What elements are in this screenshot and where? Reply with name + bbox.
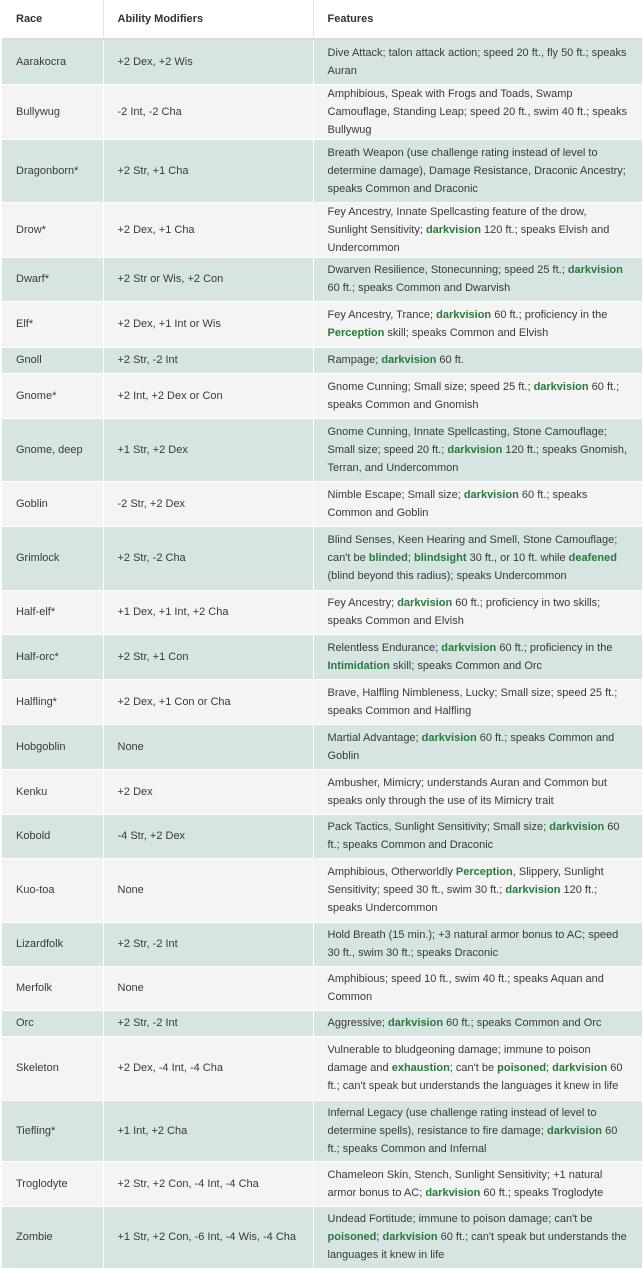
features-cell [313, 257, 642, 301]
feature-text: Martial Advantage; [327, 731, 422, 744]
features-cell [313, 1206, 642, 1268]
feature-text: Hold Breath (15 min.); +3 natural armor bonus to AC; speed 30 ft., swim 30 ft.; speaks Draconic [327, 929, 619, 959]
ability-modifiers-cell: -4 Str, +2 Dex [103, 814, 313, 858]
features-cell [313, 481, 642, 526]
ability-modifiers-cell: +2 Dex, +1 Cha [103, 202, 313, 257]
feature-text: 60 ft.; speaks Common and Gnomish [327, 380, 620, 411]
keyword-link[interactable]: darkvision [549, 821, 605, 833]
table-body [2, 39, 642, 1268]
feature-text: 60 ft.; proficiency in the [496, 641, 613, 654]
feature-text: 60 ft.; speaks Common and Orc [443, 1017, 602, 1029]
keyword-link[interactable]: blinded [368, 552, 408, 564]
feature-text: 120 ft.; speaks Gnomish, Terran, and Undercommon [327, 443, 628, 474]
feature-text: 60 ft.; proficiency in two skills; speaks Common and Elvish [327, 597, 601, 627]
race-cell: Dragonborn* [2, 139, 103, 202]
feature-text: Gnome Cunning, Innate Spellcasting, Stone Camouflage; Small size; speed 20 ft.; [327, 425, 607, 456]
keyword-link[interactable]: Perception [455, 866, 513, 878]
table-row [2, 84, 642, 139]
keyword-link[interactable]: darkvision [463, 488, 519, 501]
race-cell: Elf* [2, 301, 103, 347]
feature-text: 60 ft. [436, 354, 464, 366]
feature-text: 60 ft.; proficiency in the [491, 309, 608, 321]
features-cell [313, 1036, 642, 1100]
ability-modifiers-cell: +1 Str, +2 Dex [103, 418, 313, 481]
feature-text: 120 ft.; speaks Elvish and Undercommon [327, 223, 610, 254]
table-row [2, 922, 642, 966]
feature-text: Dwarven Resilience, Stonecunning; speed 25 ft.; [327, 264, 568, 276]
ability-modifiers-cell: +2 Int, +2 Dex or Con [103, 373, 313, 418]
keyword-link[interactable]: darkvision [505, 884, 561, 896]
keyword-link[interactable]: darkvision [436, 309, 492, 321]
race-cell: Goblin [2, 481, 103, 526]
table-row [2, 202, 642, 257]
ability-modifiers-cell: +1 Int, +2 Cha [103, 1100, 313, 1161]
features-cell [313, 858, 642, 922]
ability-modifiers-cell: +2 Str or Wis, +2 Con [103, 257, 313, 301]
feature-text: Brave, Halfling Nimbleness, Lucky; Small size; speed 25 ft.; speaks Common and Halfling [327, 686, 618, 717]
ability-modifiers-cell: None [103, 724, 313, 769]
feature-text: Undead Fortitude; immune to poison damage; can't be [327, 1213, 593, 1225]
features-cell [313, 724, 642, 769]
feature-text: Gnome Cunning; Small size; speed 25 ft.; [327, 380, 534, 393]
table-row [2, 1206, 642, 1268]
features-cell [313, 301, 642, 347]
features-cell [313, 590, 642, 634]
ability-modifiers-cell: +1 Str, +2 Con, -6 Int, -4 Wis, -4 Cha [103, 1206, 313, 1268]
keyword-link[interactable]: darkvision [447, 443, 503, 456]
ability-modifiers-cell: +2 Dex, +1 Int or Wis [103, 301, 313, 347]
feature-text: 60 ft.; speaks Common and Draconic [327, 821, 620, 851]
race-cell: Kuo-toa [2, 858, 103, 922]
feature-text: ; can't be [449, 1062, 498, 1074]
race-cell: Drow* [2, 202, 103, 257]
keyword-link[interactable]: darkvision [397, 597, 453, 609]
ability-modifiers-cell: +2 Dex, +2 Wis [103, 39, 313, 84]
ability-modifiers-cell: +2 Str, +2 Con, -4 Int, -4 Cha [103, 1161, 313, 1206]
keyword-link[interactable]: darkvision [425, 223, 481, 236]
feature-text: ; [376, 1231, 383, 1243]
features-cell [313, 966, 642, 1010]
table-row [2, 347, 642, 373]
feature-text: 60 ft.; can't speak but understands the languages it knew in life [327, 1062, 623, 1092]
feature-text: Vulnerable to bludgeoning damage; immune to poison damage and [327, 1044, 591, 1074]
race-cell: Bullywug [2, 84, 103, 139]
feature-text: (blind beyond this radius); speaks Undercommon [327, 570, 567, 582]
feature-text: Breath Weapon (use challenge rating instead of level to determine damage), Damage Resistance, Draconic Ancestry; speaks Common and Draconic [327, 146, 626, 195]
feature-text: Fey Ancestry; [327, 597, 398, 609]
race-cell: Hobgoblin [2, 724, 103, 769]
keyword-link[interactable]: darkvision [388, 1017, 444, 1029]
keyword-link[interactable]: darkvision [552, 1062, 608, 1074]
features-cell [313, 679, 642, 724]
features-cell [313, 1100, 642, 1161]
features-cell [313, 526, 642, 590]
race-cell: Kenku [2, 769, 103, 814]
ability-modifiers-cell: +2 Dex [103, 769, 313, 814]
feature-text: 120 ft.; speaks Undercommon [327, 884, 598, 914]
race-cell: Grimlock [2, 526, 103, 590]
ability-modifiers-cell: +2 Str, -2 Int [103, 922, 313, 966]
feature-text: Chameleon Skin, Stench, Sunlight Sensitivity; +1 natural armor bonus to AC; [327, 1168, 603, 1199]
feature-text: Amphibious, Otherworldly [327, 866, 456, 878]
features-cell [313, 1161, 642, 1206]
feature-text: 30 ft., or 10 ft. while [466, 552, 569, 564]
feature-text: Fey Ancestry, Trance; [327, 309, 437, 321]
ability-modifiers-cell: +2 Dex, -4 Int, -4 Cha [103, 1036, 313, 1100]
keyword-link[interactable]: deafened [568, 552, 617, 564]
features-cell [313, 634, 642, 679]
table-row [2, 1010, 642, 1036]
race-cell: Half-orc* [2, 634, 103, 679]
ability-modifiers-cell: None [103, 858, 313, 922]
feature-text: Ambusher, Mimicry; understands Auran and Common but speaks only through the use of its Mimicry trait [327, 776, 607, 807]
header-features: Features [313, 0, 642, 39]
table-row [2, 679, 642, 724]
table-row [2, 814, 642, 858]
features-cell [313, 347, 642, 373]
ability-modifiers-cell: +2 Str, -2 Cha [103, 526, 313, 590]
ability-modifiers-cell: +2 Str, +1 Cha [103, 139, 313, 202]
keyword-link[interactable]: darkvision [421, 731, 477, 744]
ability-modifiers-cell: +2 Dex, +1 Con or Cha [103, 679, 313, 724]
race-cell: Gnoll [2, 347, 103, 373]
race-cell: Tiefling* [2, 1100, 103, 1161]
feature-text: ; [407, 552, 414, 564]
keyword-link[interactable]: darkvision [441, 641, 497, 654]
table-row [2, 769, 642, 814]
keyword-link[interactable]: poisoned [327, 1231, 377, 1243]
feature-text: Rampage; [327, 354, 382, 366]
table-row [2, 481, 642, 526]
features-cell [313, 769, 642, 814]
keyword-link[interactable]: Intimidation [327, 659, 390, 672]
race-cell: Gnome* [2, 373, 103, 418]
race-cell: Lizardfolk [2, 922, 103, 966]
table-row [2, 301, 642, 347]
race-cell: Troglodyte [2, 1161, 103, 1206]
race-cell: Half-elf* [2, 590, 103, 634]
ability-modifiers-cell: +2 Str, +1 Con [103, 634, 313, 679]
features-cell [313, 922, 642, 966]
race-cell: Skeleton [2, 1036, 103, 1100]
feature-text: , Slippery, Sunlight Sensitivity; speed 30 ft., swim 30 ft.; [327, 866, 604, 896]
ability-modifiers-cell: -2 Str, +2 Dex [103, 481, 313, 526]
race-cell: Aarakocra [2, 39, 103, 84]
race-cell: Kobold [2, 814, 103, 858]
table-row [2, 373, 642, 418]
keyword-link[interactable]: darkvision [425, 1186, 481, 1199]
features-cell [313, 84, 642, 139]
feature-text: Infernal Legacy (use challenge rating instead of level to determine spells), resistance to fire damage; [327, 1106, 597, 1137]
ability-modifiers-cell: -2 Int, -2 Cha [103, 84, 313, 139]
features-cell [313, 418, 642, 481]
feature-text: Nimble Escape; Small size; [327, 488, 464, 501]
table-row [2, 526, 642, 590]
header-ability-modifiers: Ability Modifiers [103, 0, 313, 39]
feature-text: skill; speaks Common and Orc [389, 659, 543, 672]
race-cell: Halfling* [2, 679, 103, 724]
table-row [2, 1036, 642, 1100]
keyword-link[interactable]: darkvision [382, 1231, 438, 1243]
keyword-link[interactable]: blindsight [413, 552, 467, 564]
keyword-link[interactable]: darkvision [381, 354, 437, 366]
keyword-link[interactable]: exhaustion [391, 1062, 450, 1074]
feature-text: 60 ft.; speaks Common and Goblin [327, 488, 588, 519]
keyword-link[interactable]: darkvision [533, 380, 589, 393]
ability-modifiers-cell: +1 Dex, +1 Int, +2 Cha [103, 590, 313, 634]
feature-text: 60 ft.; speaks Troglodyte [480, 1186, 604, 1199]
feature-text: Blind Senses, Keen Hearing and Smell, Stone Camouflage; can't be [327, 534, 618, 564]
keyword-link[interactable]: darkvision [547, 1124, 603, 1137]
table-row [2, 634, 642, 679]
table-row [2, 1100, 642, 1161]
table-row [2, 1161, 642, 1206]
feature-text: Aggressive; [327, 1017, 389, 1029]
feature-text: Relentless Endurance; [327, 641, 442, 654]
table-row [2, 139, 642, 202]
race-table [2, 0, 642, 1269]
features-cell [313, 1010, 642, 1036]
table-row [2, 39, 642, 84]
table-row [2, 724, 642, 769]
ability-modifiers-cell: +2 Str, -2 Int [103, 347, 313, 373]
feature-text: 60 ft.; speaks Common and Dwarvish [327, 282, 511, 294]
feature-text: Pack Tactics, Sunlight Sensitivity; Small size; [327, 821, 550, 833]
feature-text: Amphibious, Speak with Frogs and Toads, Swamp Camouflage, Standing Leap; speed 20 ft., swim 40 ft.; speaks Bullywug [327, 87, 628, 136]
race-cell: Dwarf* [2, 257, 103, 301]
table-row [2, 418, 642, 481]
feature-text: skill; speaks Common and Elvish [384, 327, 549, 339]
feature-text: ; [546, 1062, 553, 1074]
race-cell: Merfolk [2, 966, 103, 1010]
features-cell [313, 814, 642, 858]
race-cell: Zombie [2, 1206, 103, 1268]
race-cell: Orc [2, 1010, 103, 1036]
features-cell [313, 39, 642, 84]
ability-modifiers-cell: +2 Str, -2 Int [103, 1010, 313, 1036]
features-cell [313, 373, 642, 418]
table-row [2, 966, 642, 1010]
table-row [2, 257, 642, 301]
feature-text: Dive Attack; talon attack action; speed 20 ft., fly 50 ft.; speaks Auran [327, 46, 627, 77]
feature-text: 60 ft.; speaks Common and Infernal [327, 1124, 618, 1155]
table-header-row [2, 0, 642, 39]
feature-text: Fey Ancestry, Innate Spellcasting feature of the drow, Sunlight Sensitivity; [327, 205, 587, 236]
keyword-link[interactable]: poisoned [497, 1062, 547, 1074]
table-row [2, 858, 642, 922]
keyword-link[interactable]: darkvision [567, 264, 623, 276]
table-row [2, 590, 642, 634]
features-cell [313, 139, 642, 202]
feature-text: 60 ft.; speaks Common and Goblin [327, 731, 615, 762]
features-cell [313, 202, 642, 257]
race-cell: Gnome, deep [2, 418, 103, 481]
feature-text: Amphibious; speed 10 ft., swim 40 ft.; speaks Aquan and Common [327, 973, 604, 1003]
keyword-link[interactable]: Perception [327, 327, 385, 339]
feature-text: 60 ft.; can't speak but understands the languages it knew in life [327, 1231, 627, 1261]
ability-modifiers-cell: None [103, 966, 313, 1010]
header-race: Race [2, 0, 103, 39]
